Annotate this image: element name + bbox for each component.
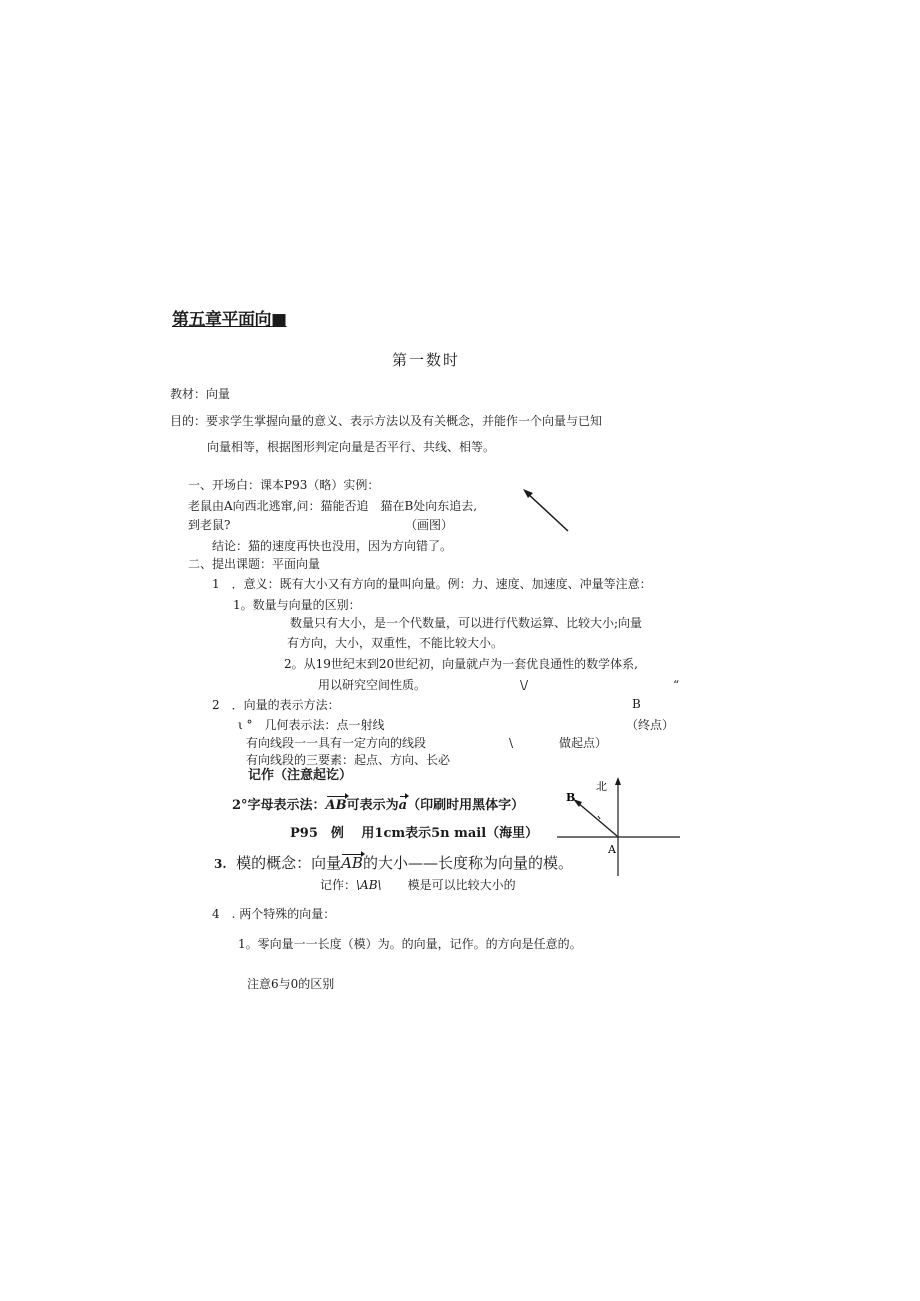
point-2-representation: 2 ．向量的表示方法： <box>212 698 340 712</box>
point-4-note: 注意6与0的区别 <box>247 977 335 991</box>
endpoint-note: （终点） <box>626 718 675 732</box>
draw-note: （画图） <box>405 518 454 532</box>
vector-ab-symbol: AB <box>325 798 347 813</box>
chapter-title: 第五章平面向■ <box>172 310 287 330</box>
point-2-1-c: 记作（注意起讫） <box>248 768 353 783</box>
point-3-modulus <box>214 856 573 872</box>
margin-mark-quote: “ <box>673 678 680 692</box>
vector-a-symbol: a <box>398 798 408 813</box>
material-line: 教材：向量 <box>170 387 231 401</box>
point-2-2 <box>232 798 524 813</box>
point-2-2-mid: 可表示为 <box>346 798 399 813</box>
point-3-note-post: 模是可以比较大小的 <box>407 878 516 892</box>
direction-diagram <box>554 774 682 880</box>
lesson-title: 第一数时 <box>392 351 461 369</box>
point-4-1: 1。零向量一一长度（模）为。的向量，记作。的方向是任意的。 <box>238 937 582 951</box>
point-1-2-a: 2。从19世纪末到20世纪初，向量就卢为一套优良通性的数学体系, <box>284 657 638 671</box>
margin-mark-slash: \/ <box>520 678 529 692</box>
point-3-note <box>320 878 516 893</box>
point-3-number: 3. <box>214 857 227 871</box>
startpoint-note: 做起点） <box>559 736 608 750</box>
point-b-label: B <box>632 697 641 711</box>
point-2-2-post: （印刷时用黑体字） <box>407 798 525 813</box>
p95-example: P95 例 用1cm表示5n mail（海里） <box>290 826 539 841</box>
point-1-2-b: 用以研究空间性质。 <box>318 678 427 692</box>
north-label: 北 <box>596 780 607 793</box>
point-2-2-pre: 2°字母表示法： <box>232 798 326 813</box>
point-3-note-pre: 记作： <box>320 878 357 892</box>
point-3-post: 的大小——长度称为向量的模。 <box>362 854 573 872</box>
section-1-heading: 一、开场白：课本P93（略）实例： <box>188 478 380 492</box>
point-1-meaning: 1 ．意义：既有大小又有方向的量叫向量。例：力、速度、加速度、冲量等注意： <box>212 577 652 591</box>
point-1-1: 1。数量与向量的区别： <box>233 598 361 612</box>
goal-line-2: 向量相等，根据图形判定向量是否平行、共线、相等。 <box>207 440 496 454</box>
point-4-special-vectors: 4 . 两个特殊的向量： <box>212 907 336 921</box>
section-1-conclusion: 结论：猫的速度再快也没用，因为方向错了。 <box>212 539 453 553</box>
vector-ab-symbol-2: AB <box>341 854 363 872</box>
point-1-1-a: 数量只有大小，是一个代数量，可以进行代数运算、比较大小;向量 <box>290 616 643 630</box>
section-1-line-1: 老鼠由A向西北逃窜,问：猫能否追 猫在B处向东追去, <box>188 499 478 513</box>
section-1-line-2: 到老鼠? <box>188 518 231 532</box>
point-2-1-a: 有向线段一一具有一定方向的线段 <box>246 736 427 750</box>
section-2-heading: 二、提出课题：平面向量 <box>188 557 321 571</box>
point-2-1-b: 有向线段的三要素：起点、方向、长必 <box>246 753 451 767</box>
backslash-mark: \ <box>509 736 514 750</box>
point-3-pre: 模的概念：向量 <box>236 854 342 872</box>
point-a-figure-label: A <box>608 843 616 856</box>
point-2-1: ι ° 几何表示法：点一射线 <box>238 718 385 732</box>
cat-arrow-figure <box>518 484 578 536</box>
modulus-notation: \AB\ <box>356 878 382 892</box>
point-1-1-b: 有方向，大小，双重性，不能比较大小。 <box>287 636 504 650</box>
point-b-figure-label: B <box>566 791 576 804</box>
goal-line-1: 目的：要求学生掌握向量的意义、表示方法以及有关概念，并能作一个向量与已知 <box>170 414 603 428</box>
